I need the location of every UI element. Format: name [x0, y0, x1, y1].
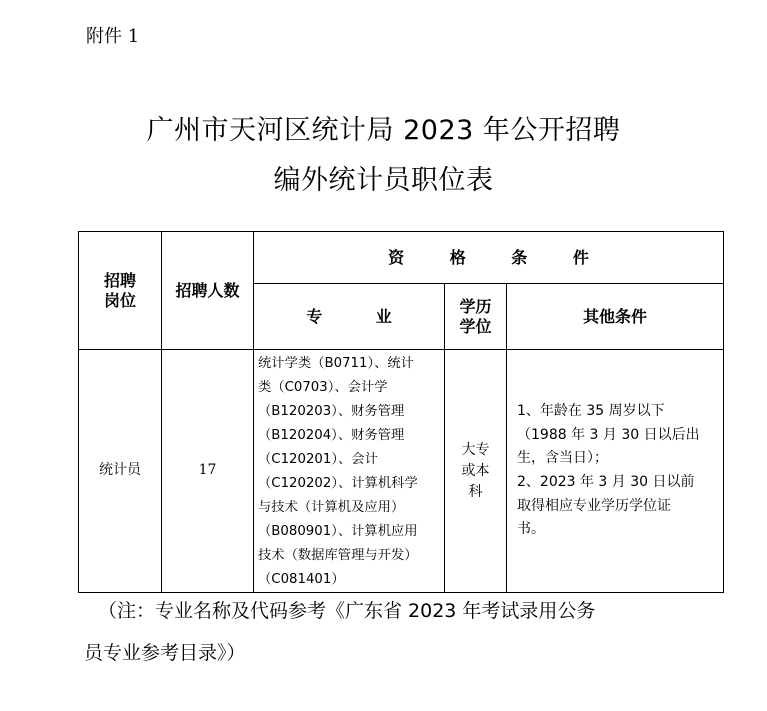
cell-major: 统计学类（B0711）、统计 类（C0703）、会计学 （B120203）、财务管理 （B120204）、财务管理 （C120201）、会计 （C120202）、计算机科学 与技术（计算机及应用） （B080901）、计算机应用 技术（数据库管理与开发） （C081401） — [254, 350, 445, 593]
table-row — [79, 350, 724, 593]
header-education: 学历 学位 — [445, 284, 507, 350]
attachment-label: 附件 1 — [86, 26, 140, 47]
cell-position: 统计员 — [79, 350, 162, 593]
cell-education: 大专 或本 科 — [445, 350, 507, 593]
cell-other-conditions: 1、年龄在 35 周岁以下 （1988 年 3 月 30 日以后出 生，含当日）； 2、2023 年 3 月 30 日以前 取得相应专业学历学位证 书。 — [507, 350, 724, 593]
positions-table — [78, 231, 724, 593]
note-line-1: （注：专业名称及代码参考《广东省 2023 年考试录用公务 — [98, 600, 596, 622]
header-count: 招聘人数 — [162, 232, 254, 350]
header-major: 专 业 — [254, 284, 445, 350]
header-other: 其他条件 — [507, 284, 724, 350]
document-title-line-2: 编外统计员职位表 — [273, 165, 494, 196]
document-title-line-1: 广州市天河区统计局 2023 年公开招聘 — [146, 115, 621, 146]
cell-count: 17 — [162, 350, 254, 593]
note-line-2: 员专业参考目录》） — [84, 642, 246, 664]
header-position: 招聘 岗位 — [79, 232, 162, 350]
header-qualifications: 资 格 条 件 — [254, 232, 724, 284]
